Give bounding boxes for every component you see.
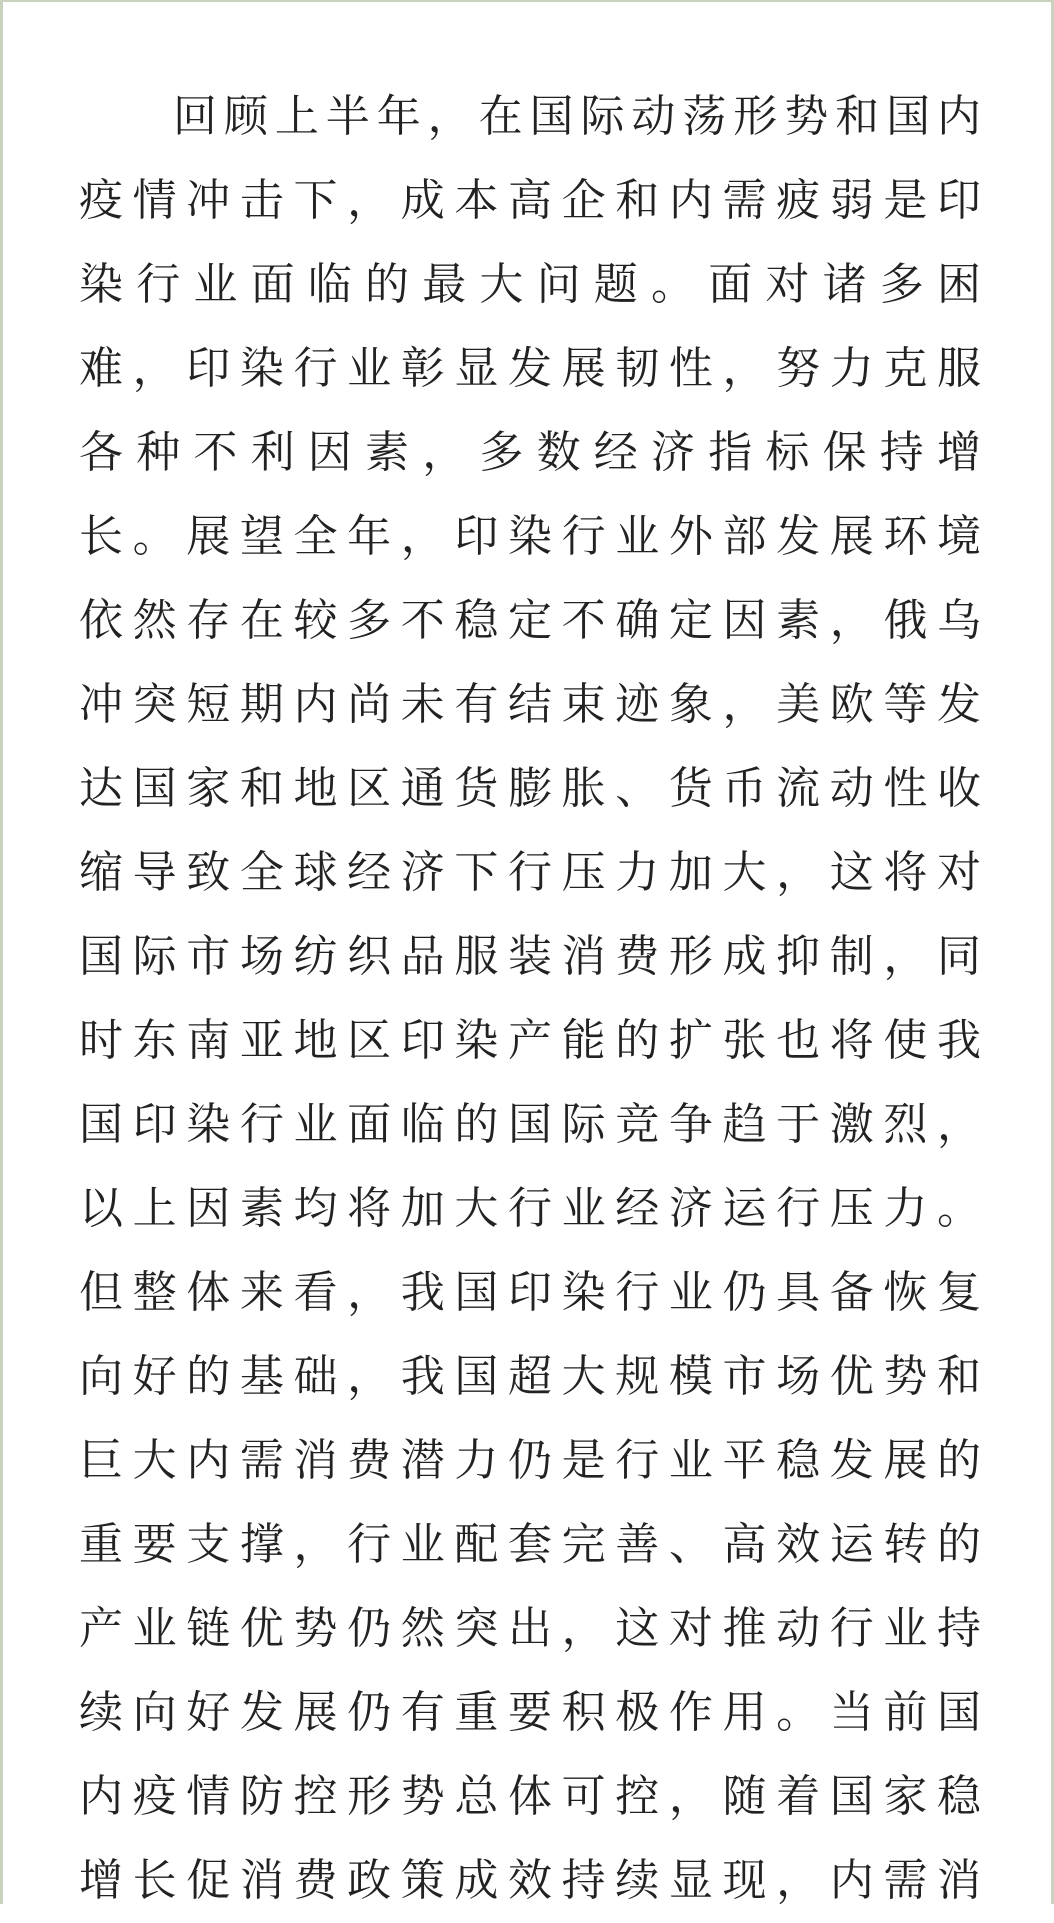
text-line: 冲突短期内尚未有结束迹象，美欧等发 [79,679,981,730]
text-line: 疫情冲击下，成本高企和内需疲弱是印 [79,175,981,226]
text-line: 向好的基础，我国超大规模市场优势和 [79,1351,981,1402]
text-line: 但整体来看，我国印染行业仍具备恢复 [79,1267,981,1318]
text-line: 国印染行业面临的国际竞争趋于激烈， [79,1099,981,1150]
text-line: 依然存在较多不稳定不确定因素，俄乌 [79,595,981,646]
text-line: 续向好发展仍有重要积极作用。当前国 [79,1687,981,1738]
text-line: 染行业面临的最大问题。面对诸多困 [79,259,981,310]
text-line: 时东南亚地区印染产能的扩张也将使我 [79,1015,981,1066]
text-line: 缩导致全球经济下行压力加大，这将对 [79,847,981,898]
text-line: 达国家和地区通货膨胀、货币流动性收 [79,763,981,814]
text-line: 国际市场纺织品服装消费形成抑制，同 [79,931,981,982]
text-line: 内疫情防控形势总体可控，随着国家稳 [79,1771,981,1822]
text-line: 以上因素均将加大行业经济运行压力。 [79,1183,981,1234]
text-line: 增长促消费政策成效持续显现，内需消 [79,1855,981,1906]
text-line: 巨大内需消费潜力仍是行业平稳发展的 [79,1435,981,1486]
text-line: 重要支撑，行业配套完善、高效运转的 [79,1519,981,1570]
text-line: 回顾上半年，在国际动荡形势和国内 [173,91,981,142]
text-line: 各种不利因素，多数经济指标保持增 [79,427,981,478]
text-line: 难，印染行业彰显发展韧性，努力克服 [79,343,981,394]
text-line: 长。展望全年，印染行业外部发展环境 [79,511,981,562]
text-line: 产业链优势仍然突出，这对推动行业持 [79,1603,981,1654]
